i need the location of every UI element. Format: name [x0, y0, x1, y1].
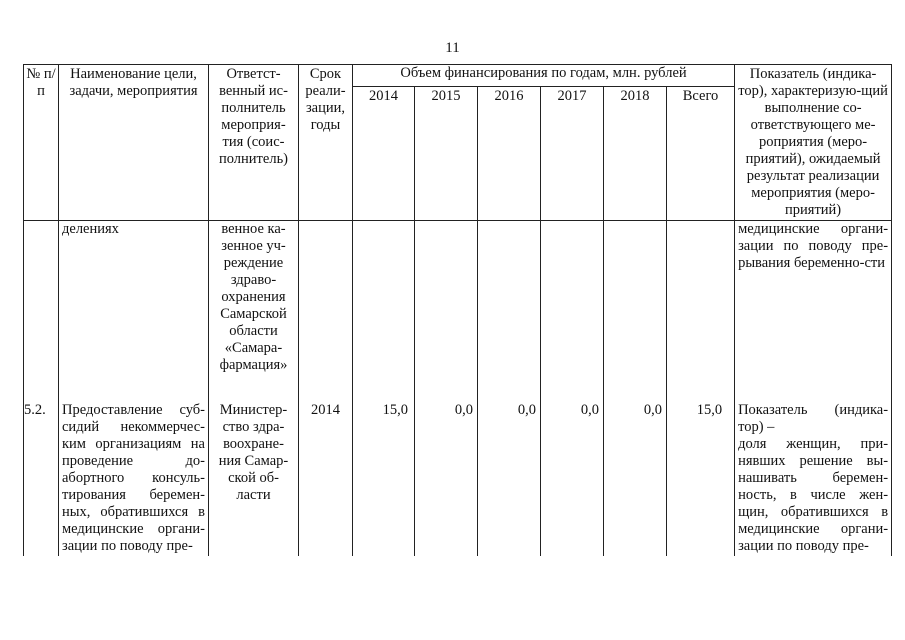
cell-cont-indicator-text: медицинские органи-зации по поводу пре-рывания беременно-сти: [738, 221, 889, 271]
cell-cont-name-text: делениях: [62, 221, 119, 237]
page-number: 11: [445, 40, 460, 56]
cell-cont-indicator: [735, 221, 892, 376]
cell-5-2-2015: 0,0: [415, 401, 478, 556]
col-header-year-2017: 2017: [541, 87, 604, 221]
col-header-year-2015: 2015: [415, 87, 478, 221]
cell-5-2-total: 15,0: [667, 401, 735, 556]
cell-cont-total: [667, 221, 735, 376]
col-header-funding-text: Объем финансирования по годам, млн. рублей: [400, 65, 687, 81]
cell-5-2-responsible: [209, 401, 299, 556]
funding-table: [23, 64, 892, 556]
col-header-name: [59, 65, 209, 221]
cell-cont-responsible: [209, 221, 299, 376]
col-header-responsible: [209, 65, 299, 221]
cell-cont-2014: [353, 221, 415, 376]
col-header-responsible-text: Ответст-венный ис-полнитель мероприя-тия (соис-полнитель): [218, 66, 289, 167]
col-header-term: [299, 65, 353, 221]
cell-5-2-term: 2014: [299, 401, 353, 556]
cell-cont-name: [59, 221, 209, 376]
col-header-indicator-text: Показатель (индика-тор), характеризую-щий выполнение со-ответствующего ме-роприятия (меро-приятий), ожидаемый результат реализации мероприятия (меро-приятий): [738, 66, 888, 218]
cell-5-2-name-text: Предоставление суб-сидий некоммерчес-ким организациям на проведение до-абортного консуль-тирования беремен-ных, обратившихся в медицинские органи-зации по поводу пре-: [62, 402, 205, 554]
cell-5-2-indicator: [735, 401, 892, 556]
table-row-continuation: [24, 221, 892, 376]
cell-cont-num: [24, 221, 59, 376]
header-row-1: [24, 65, 892, 87]
col-header-term-text: Срок реали-зации, годы: [305, 66, 346, 133]
col-header-num: [24, 65, 59, 221]
col-header-year-2018: 2018: [604, 87, 667, 221]
cell-5-2-2014: 15,0: [353, 401, 415, 556]
col-header-name-text: Наименование цели, задачи, мероприятия: [69, 66, 198, 99]
cell-5-2-name: [59, 401, 209, 556]
cell-5-2-num: [24, 401, 59, 556]
cell-cont-term: [299, 221, 353, 376]
cell-cont-responsible-text: венное ка-зенное уч-реждение здраво-охранения Самарской области «Самара-фармация»: [219, 221, 288, 373]
cell-cont-2015: [415, 221, 478, 376]
cell-cont-2016: [478, 221, 541, 376]
cell-5-2-responsible-text: Министер-ство здра-воохране-ния Самар-ской об-ласти: [218, 402, 289, 503]
cell-5-2-num-text: 5.2.: [24, 402, 46, 418]
col-header-year-2016: 2016: [478, 87, 541, 221]
cell-cont-2017: [541, 221, 604, 376]
cell-5-2-2018: 0,0: [604, 401, 667, 556]
col-header-funding: [353, 65, 735, 87]
col-header-indicator: [735, 65, 892, 221]
cell-5-2-2017: 0,0: [541, 401, 604, 556]
col-header-year-2014: 2014: [353, 87, 415, 221]
table-row-5-2: [24, 401, 892, 556]
table-row-gap: [24, 375, 892, 401]
col-header-year-total: Всего: [667, 87, 735, 221]
col-header-num-text: № п/п: [26, 66, 56, 99]
cell-cont-2018: [604, 221, 667, 376]
cell-5-2-2016: 0,0: [478, 401, 541, 556]
cell-5-2-indicator-text: доля женщин, при-нявших решение вы-нашивать беремен-ность, в числе жен-щин, обратившихся в медицинские органи-зации по поводу пре-: [738, 436, 889, 554]
cell-5-2-indicator-title: Показатель (индика-тор) –: [738, 402, 889, 435]
